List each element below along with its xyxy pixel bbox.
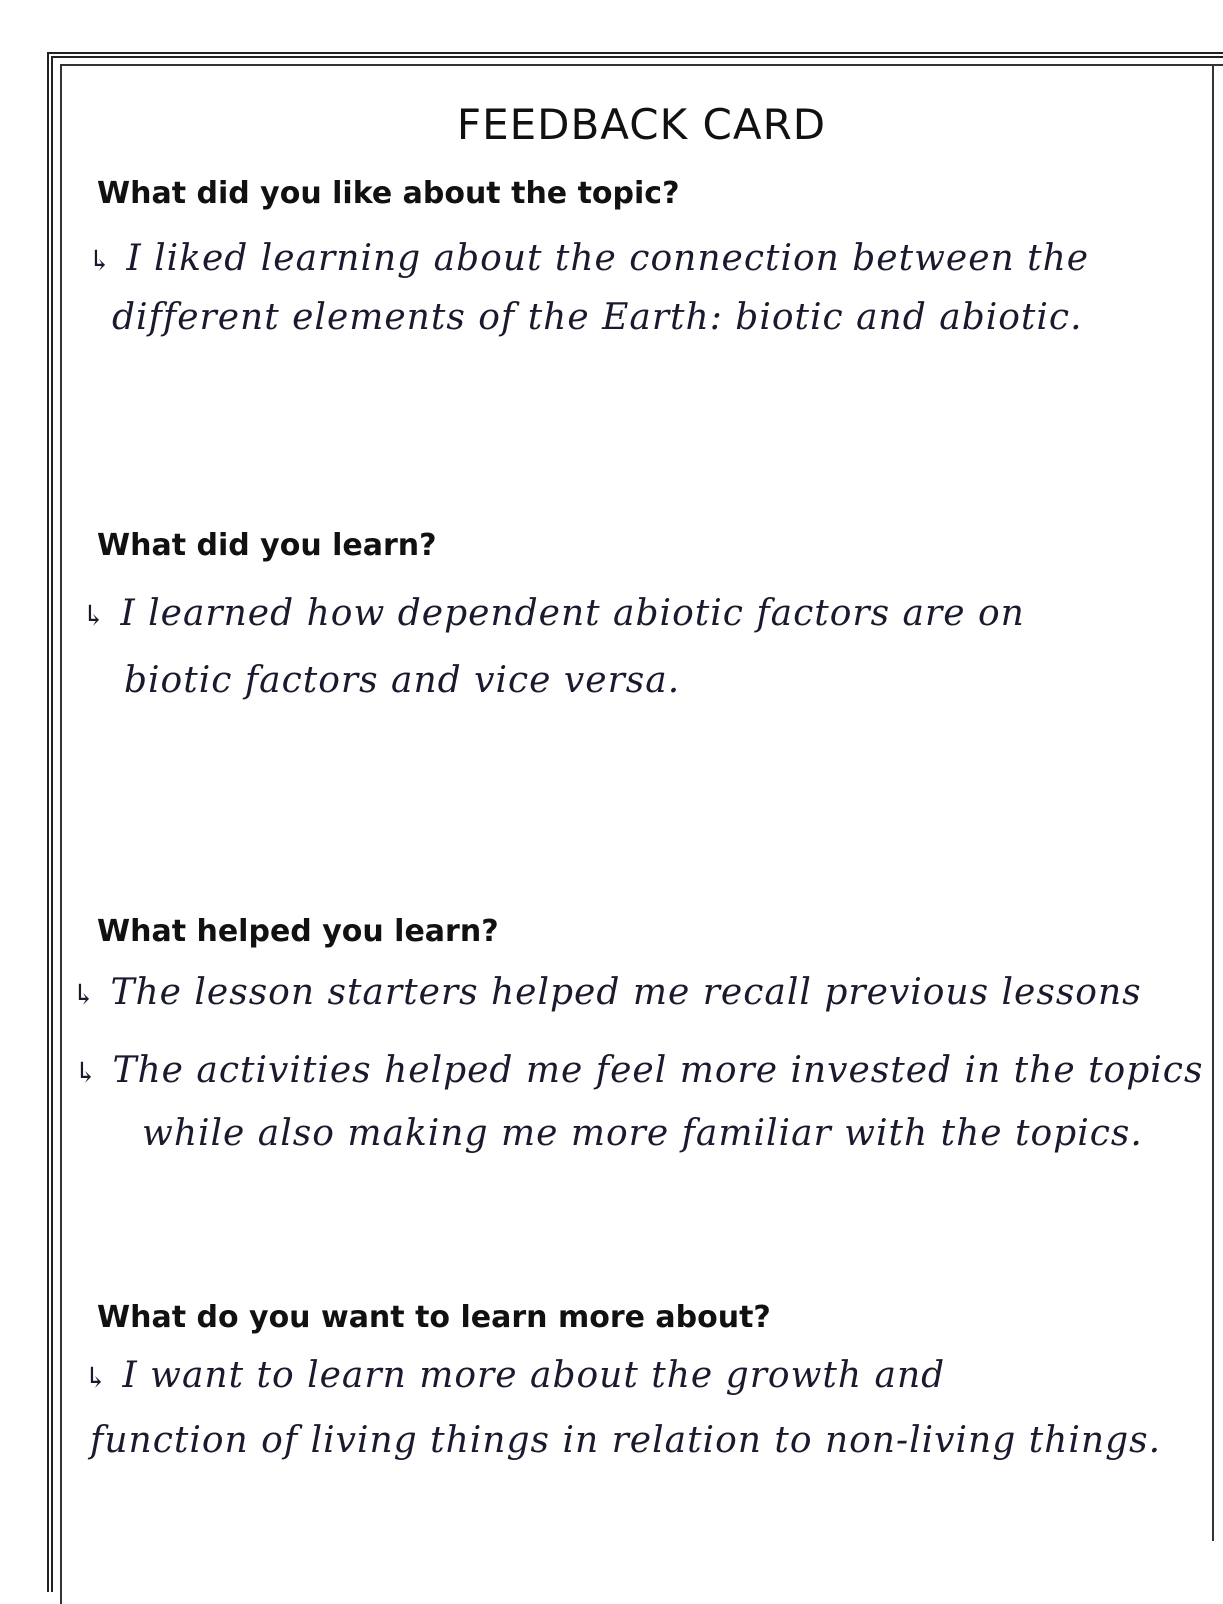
arrow-bullet-icon: ↳	[84, 1361, 109, 1394]
answer-learned-line-1: ↳ I learned how dependent abiotic factors are on	[82, 593, 1025, 634]
question-learn-more: What do you want to learn more about?	[97, 1300, 771, 1335]
arrow-bullet-icon: ↳	[74, 1056, 99, 1089]
question-liked: What did you like about the topic?	[97, 176, 680, 211]
card-border-right	[1212, 64, 1223, 1541]
answer-helped-line-3: while also making me more familiar with the topics.	[142, 1113, 1143, 1154]
answer-liked-line-1: ↳ I liked learning about the connection between the	[88, 238, 1090, 279]
arrow-bullet-icon: ↳	[72, 978, 97, 1011]
answer-helped-line-2: ↳ The activities helped me feel more invested in the topics	[74, 1050, 1204, 1091]
arrow-bullet-icon: ↳	[82, 599, 107, 632]
arrow-bullet-icon: ↳	[88, 244, 113, 277]
card-title: FEEDBACK CARD	[456, 100, 827, 149]
question-helped: What helped you learn?	[97, 914, 499, 949]
answer-liked-line-2: different elements of the Earth: biotic and abiotic.	[112, 297, 1083, 338]
question-learned: What did you learn?	[97, 528, 437, 563]
answer-learned-line-2: biotic factors and vice versa.	[124, 660, 681, 701]
answer-learn-more-line-2: function of living things in relation to non-living things.	[90, 1420, 1162, 1461]
answer-learn-more-line-1: ↳ I want to learn more about the growth and	[84, 1355, 946, 1396]
answer-helped-line-1: ↳ The lesson starters helped me recall previous lessons	[72, 972, 1142, 1013]
